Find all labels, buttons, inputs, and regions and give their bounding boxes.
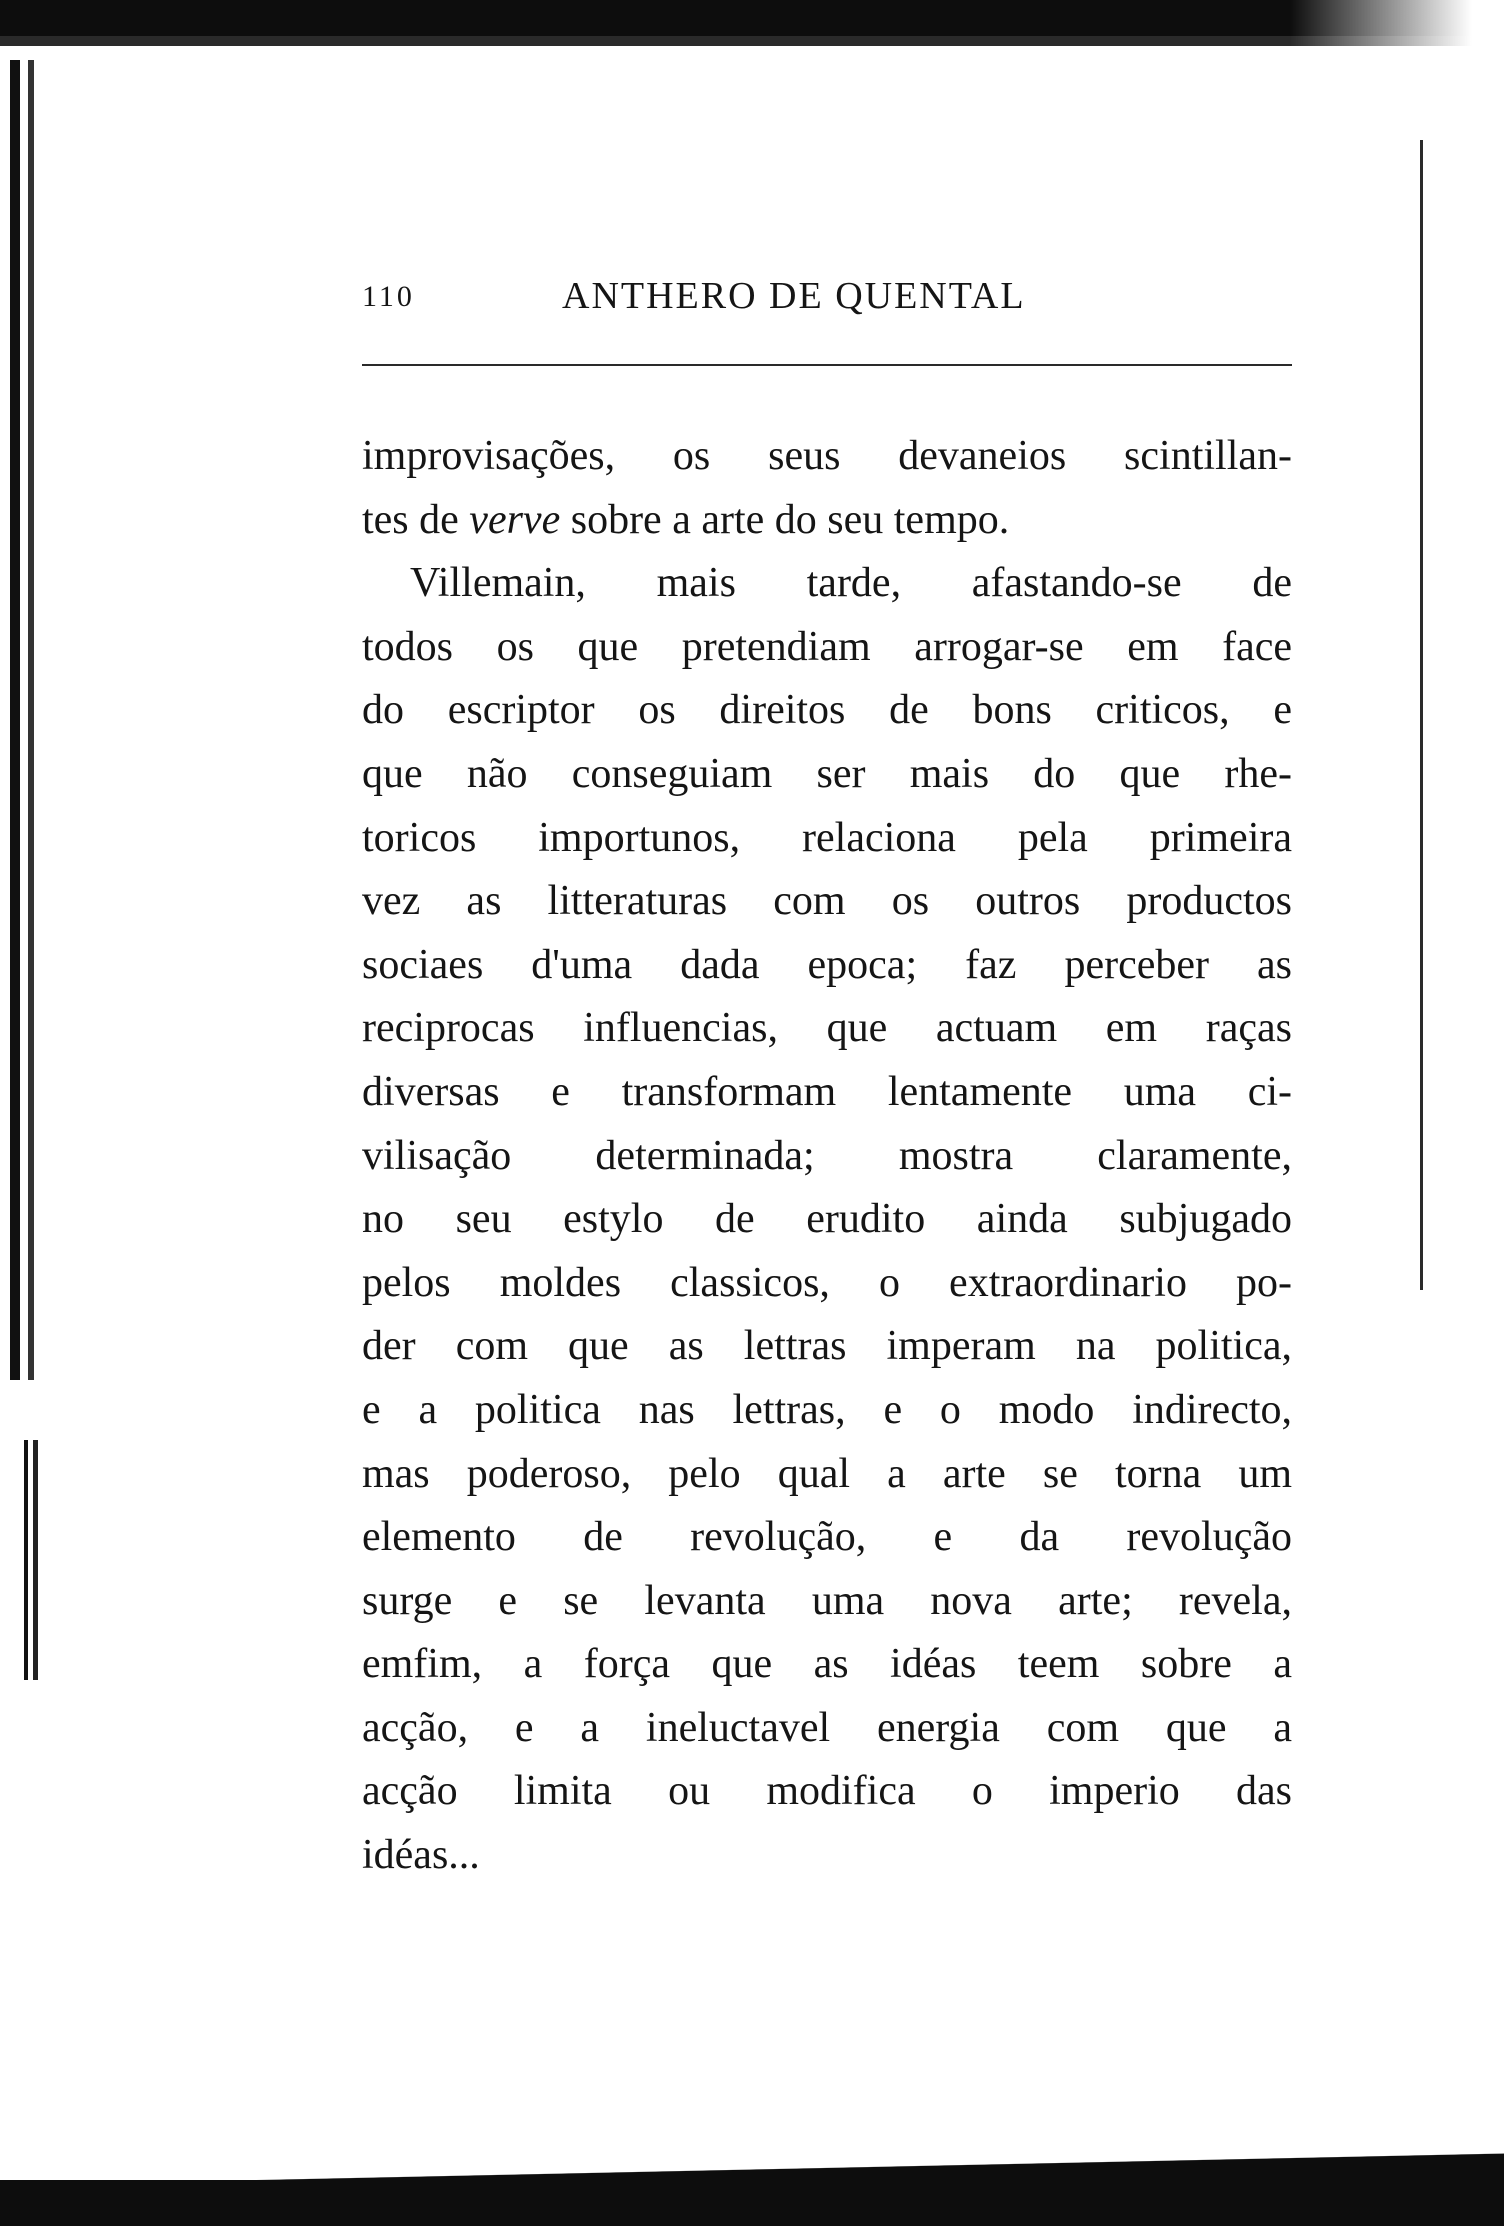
page-number: 110 bbox=[362, 280, 415, 313]
scan-edge-left bbox=[0, 60, 42, 1380]
text-line: diversas e transformam lentamente uma ci- bbox=[362, 1068, 1292, 1115]
scan-edge-bottom-ramp bbox=[0, 2150, 1504, 2182]
text-line: acção, e a ineluctavel energia com que a bbox=[362, 1704, 1292, 1751]
text-line: sociaes d'uma dada epoca; faz perceber as bbox=[362, 941, 1292, 988]
text-line: reciprocas influencias, que actuam em raças bbox=[362, 1005, 1292, 1052]
scan-edge-top-fade bbox=[1290, 0, 1504, 90]
body-text bbox=[362, 425, 1292, 1888]
text-line: no seu estylo de erudito ainda subjugado bbox=[362, 1196, 1292, 1243]
text-line: vilisação determinada; mostra claramente, bbox=[362, 1132, 1292, 1179]
text-line: surge e se levanta uma nova arte; revela, bbox=[362, 1577, 1292, 1624]
scan-edge-left-lower bbox=[24, 1440, 40, 1680]
text-line: do escriptor os direitos de bons criticos, e bbox=[362, 687, 1292, 734]
text-line: idéas... bbox=[362, 1832, 480, 1879]
text-line: improvisações, os seus devaneios scintillan- bbox=[362, 433, 1292, 479]
text-line: emfim, a força que as idéas teem sobre a bbox=[362, 1641, 1292, 1688]
text-span: tes de bbox=[362, 496, 470, 543]
text-line: que não conseguiam ser mais do que rhe- bbox=[362, 750, 1292, 797]
header-rule bbox=[362, 364, 1292, 366]
text-line: toricos importunos, relaciona pela primeira bbox=[362, 814, 1292, 861]
running-title: ANTHERO DE QUENTAL bbox=[562, 275, 1026, 317]
text-span: sobre a arte do seu tempo. bbox=[560, 496, 1010, 543]
text-line: acção limita ou modifica o imperio das bbox=[362, 1768, 1292, 1815]
text-line: e a politica nas lettras, e o modo indirecto, bbox=[362, 1386, 1292, 1433]
page-header bbox=[362, 272, 1292, 328]
text-line: pelos moldes classicos, o extraordinario po- bbox=[362, 1259, 1292, 1306]
italic-word: verve bbox=[469, 496, 561, 543]
text-line: todos os que pretendiam arrogar-se em face bbox=[362, 623, 1292, 670]
paragraph-first-line: Villemain, mais tarde, afastando-se de bbox=[410, 560, 1292, 607]
text-line: der com que as lettras imperam na politica, bbox=[362, 1323, 1292, 1370]
text-line: elemento de revolução, e da revolução bbox=[362, 1514, 1292, 1561]
text-line: mas poderoso, pelo qual a arte se torna um bbox=[362, 1450, 1292, 1497]
scan-edge-bottom bbox=[0, 2180, 1504, 2226]
text-line: vez as litteraturas com os outros productos bbox=[362, 878, 1292, 925]
scan-edge-right bbox=[1420, 140, 1423, 1290]
scan-edge-top bbox=[0, 0, 1504, 84]
text-line bbox=[362, 489, 1292, 553]
